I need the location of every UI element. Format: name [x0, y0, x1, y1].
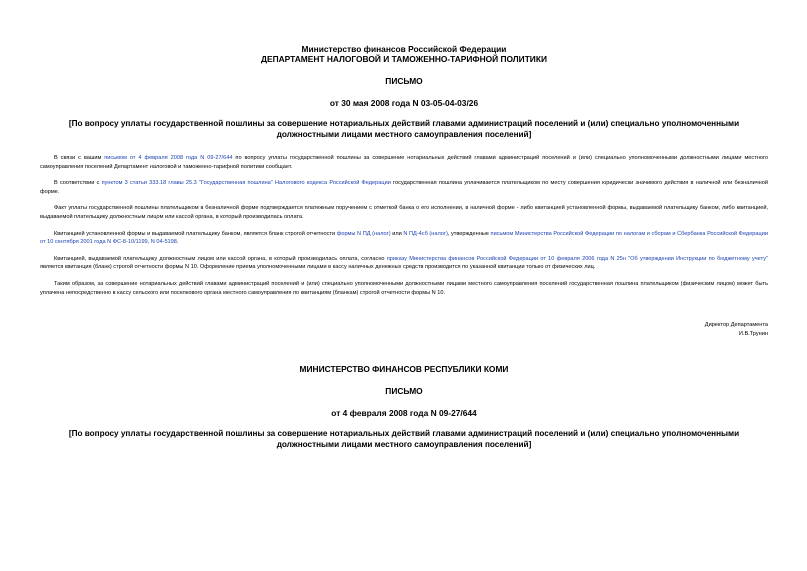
department-name: ДЕПАРТАМЕНТ НАЛОГОВОЙ И ТАМОЖЕННО-ТАРИФНОЙ ПОЛИТИКИ — [261, 54, 547, 64]
paragraph-text: . — [176, 239, 179, 246]
paragraph-6: Таким образом, за совершение нотариальных действий главами администраций поселений и (или) специально уполномоченными должностными лицами местного самоуправления поселений государственная пошлина плательщиком (физическим лицом) может быть уплачена непосредственно в кассу сельского или поселкового органа местного самоуправления по квитанциям (бланкам) строгой отчетности формы N 10. — [40, 280, 768, 296]
paragraph-text: или — [390, 230, 404, 237]
paragraph-3: Факт уплаты государственной пошлины плательщиком в безналичной форме подтверждается платежным поручением с отметкой банка о его исполнении, в наличной форме - либо квитанцией установленной формы, выдаваемой плательщику банком, либо квитанцией, выдаваемой плательщику должностным лицом или кассой органа, в который производилась оплата. — [40, 205, 768, 220]
doc-type: ПИСЬМО — [385, 76, 423, 86]
org-name: Министерство финансов Российской Федерации — [301, 44, 507, 54]
paragraph-text: В соответствии с — [54, 180, 102, 187]
doc-date: от 30 мая 2008 года N 03-05-04-03/26 — [329, 98, 479, 108]
doc-title: [По вопросу уплаты государственной пошлины за совершение нотариальных действий главами администраций поселений и (или) специально уполномоченными должностными лицами местного самоуправления поселений] — [68, 119, 740, 139]
signer-position: Директор Департамента — [704, 322, 768, 329]
org-name-2: МИНИСТЕРСТВО ФИНАНСОВ РЕСПУБЛИКИ КОМИ — [299, 364, 509, 375]
paragraph-text: , утвержденные — [447, 230, 491, 237]
doc-title-2: [По вопросу уплаты государственной пошлины за совершение нотариальных действий главами администраций поселений и (или) специально уполномоченными должностными лицами местного самоуправления поселений] — [68, 429, 740, 449]
paragraph-4 — [40, 230, 768, 247]
paragraph-text: Квитанцией установленной формы и выдаваемой плательщику банком, является бланк строгой отчетности — [54, 230, 337, 237]
link-form-pd[interactable]: формы N ПД (налог) — [336, 230, 391, 237]
link-letter[interactable]: письмом от 4 февраля 2008 года N 09-27/644 — [104, 155, 233, 161]
link-form-pd4sb[interactable]: N ПД-4сб (налог) — [403, 230, 448, 237]
paragraph-2 — [40, 179, 768, 196]
document-page — [40, 44, 768, 450]
paragraph-text: Квитанцией, выдаваемой плательщику должностным лицом или кассой органа, в который производилась оплата, согласно — [54, 255, 387, 262]
paragraph-text: В связи с вашим — [54, 155, 105, 161]
link-mns-letter[interactable]: письмом Министерства Российской Федерации по налогам и сборам и Сбербанка Российской Федерации от 10 сентября 2001 года N ФС-8-10/1199, N 04-5198 — [40, 230, 768, 246]
paragraph-text: является квитанция (бланк) строгой отчетности формы N 10. Оформление приема уполномоченными лицами в кассу наличных денежных средств производится по указанной квитанции только от физических лиц. — [40, 264, 596, 271]
link-minfin-order[interactable]: приказу Министерства финансов Российской Федерации от 10 февраля 2006 года N 25н "Об утверждении Инструкции по бюджетному учету" — [386, 255, 768, 262]
signer-name: И.В.Трунин — [738, 330, 768, 337]
doc-type-2: ПИСЬМО — [385, 386, 423, 397]
paragraph-5 — [40, 255, 768, 272]
link-tax-code[interactable]: пунктом 3 статьи 333.18 главы 25.3 "Государственная пошлина" Налогового кодекса Российской Федерации — [101, 180, 391, 187]
paragraph-text: государственная пошлина уплачивается плательщиком по месту совершения юридически значимого действия в наличной или безналичной форме. — [40, 180, 769, 195]
doc-date-2: от 4 февраля 2008 года N 09-27/644 — [331, 408, 477, 419]
paragraph-1 — [40, 154, 768, 171]
paragraph-text: по вопросу уплаты государственной пошлины за совершение нотариальных действий главами администраций поселений и (или) специально уполномоченными должностными лицами местного самоуправления поселений Департамент налоговой и таможенно-тарифной политики сообщает. — [40, 155, 769, 170]
